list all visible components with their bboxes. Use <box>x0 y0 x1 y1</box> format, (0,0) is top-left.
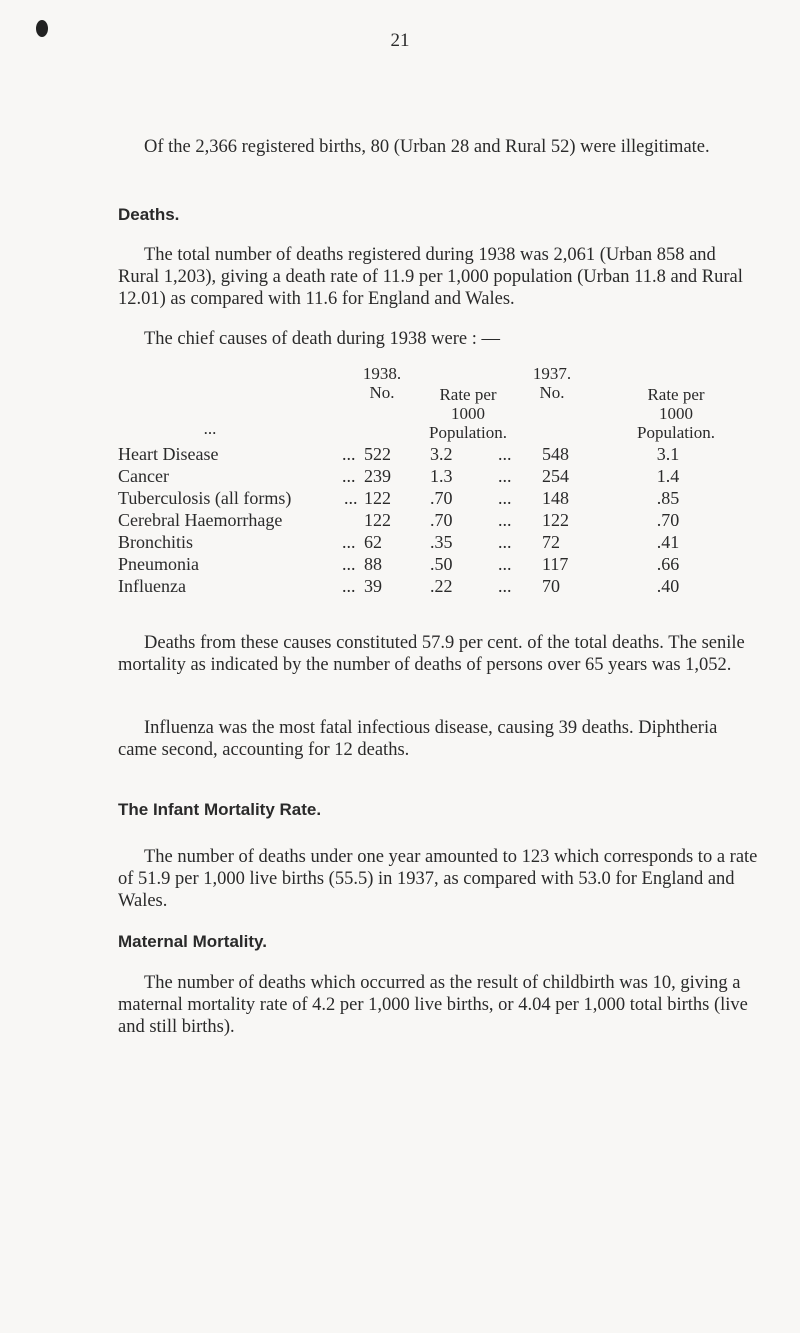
leader-dots: ... <box>498 576 512 596</box>
rate-1938: 3.2 <box>430 444 453 464</box>
rate-1938: .35 <box>430 532 453 552</box>
deaths-1938: 122 <box>364 488 391 508</box>
leader-dots: ... <box>498 554 512 574</box>
leader-dots: ... <box>498 532 512 552</box>
table-row <box>118 576 778 596</box>
leader-dots: ... <box>498 466 512 486</box>
col-rate-1937-line3: Population. <box>637 423 715 442</box>
cause-name: Heart Disease <box>118 444 219 464</box>
leader-dots: ... <box>342 444 356 464</box>
table-row <box>118 466 778 486</box>
rate-1937: 1.4 <box>656 466 680 486</box>
rate-1938: .70 <box>430 510 453 530</box>
leader-dots: ... <box>498 488 512 508</box>
illegitimate-births-paragraph: Of the 2,366 registered births, 80 (Urban 28 and Rural 52) were illegitimate. <box>144 137 710 157</box>
table-row <box>118 444 778 464</box>
rate-1937: .41 <box>656 532 680 552</box>
deaths-1938: 62 <box>364 532 382 552</box>
cause-name: Pneumonia <box>118 554 199 574</box>
rate-1938: .22 <box>430 576 453 596</box>
cause-name: Cancer <box>118 466 169 486</box>
deaths-1937: 122 <box>542 510 569 530</box>
deaths-1938: 39 <box>364 576 382 596</box>
col-rate-1937-line2: 1000 <box>659 404 693 423</box>
col-no-1938: No. <box>369 383 395 402</box>
leader-dots: ... <box>342 554 356 574</box>
col-rate-1938-line2: 1000 <box>451 404 485 423</box>
causes-percentage-paragraph: Deaths from these causes constituted 57.9 per cent. of the total deaths. The senile mortality as indicated by the number of deaths of persons over 65 years was 1,052. <box>118 633 745 675</box>
deaths-1938: 88 <box>364 554 382 574</box>
infant-mortality-paragraph: The number of deaths under one year amounted to 123 which corresponds to a rate of 51.9 per 1,000 live births (55.5) in 1937, as compared with 53.0 for England and Wales. <box>118 847 758 911</box>
rate-1937: .85 <box>656 488 680 508</box>
deaths-1937: 117 <box>542 554 569 574</box>
deaths-heading: Deaths. <box>118 205 180 224</box>
table-row <box>118 554 778 574</box>
rate-1937: .40 <box>656 576 680 596</box>
cause-name: Cerebral Haemorrhage <box>118 510 283 530</box>
leader-dots: ... <box>498 444 512 464</box>
col-year-1937: 1937. <box>532 364 572 383</box>
table-row <box>118 532 778 552</box>
deaths-total-paragraph: The total number of deaths registered during 1938 was 2,061 (Urban 858 and Rural 1,203), giving a death rate of 11.9 per 1,000 population (Urban 11.8 and Rural 12.01) as compared with 11.6 for England and Wales. <box>118 245 743 309</box>
deaths-1937: 148 <box>542 488 569 508</box>
col-rate-1938-line1: Rate per <box>439 385 497 404</box>
maternal-mortality-paragraph: The number of deaths which occurred as the result of childbirth was 10, giving a maternal mortality rate of 4.2 per 1,000 live births, or 4.04 per 1,000 total births (live and still births). <box>118 973 748 1037</box>
rate-1938: 1.3 <box>430 466 453 486</box>
deaths-1937: 254 <box>542 466 569 486</box>
cause-name: Bronchitis <box>118 532 193 552</box>
leader-dots: ... <box>342 532 356 552</box>
table-row <box>118 510 778 530</box>
rate-1938: .50 <box>430 554 453 574</box>
page-number: 21 <box>390 30 410 51</box>
rate-1937: 3.1 <box>656 444 680 464</box>
deaths-1938: 522 <box>364 444 391 464</box>
chief-causes-intro: The chief causes of death during 1938 were : — <box>144 329 500 349</box>
col-no-1937: No. <box>539 383 565 402</box>
cause-name: Tuberculosis (all forms) <box>118 488 292 508</box>
table-row <box>118 488 778 508</box>
col-rate-1937-line1: Rate per <box>647 385 705 404</box>
leader-dots: ... <box>344 488 358 508</box>
table-leader-dots: ... <box>203 419 217 438</box>
leader-dots: ... <box>498 510 512 530</box>
influenza-paragraph: Influenza was the most fatal infectious disease, causing 39 deaths. Diphtheria came second, accounting for 12 deaths. <box>118 718 718 760</box>
leader-dots: ... <box>342 466 356 486</box>
col-rate-1938-line3: Population. <box>429 423 507 442</box>
deaths-1938: 122 <box>364 510 391 530</box>
rate-1938: .70 <box>430 488 453 508</box>
maternal-mortality-heading: Maternal Mortality. <box>118 932 267 951</box>
rate-1937: .66 <box>656 554 680 574</box>
col-year-1938: 1938. <box>362 364 402 383</box>
cause-name: Influenza <box>118 576 186 596</box>
deaths-1937: 70 <box>542 576 560 596</box>
deaths-1937: 548 <box>542 444 569 464</box>
deaths-1937: 72 <box>542 532 560 552</box>
deaths-1938: 239 <box>364 466 391 486</box>
infant-mortality-heading: The Infant Mortality Rate. <box>118 800 322 819</box>
leader-dots: ... <box>342 576 356 596</box>
rate-1937: .70 <box>656 510 680 530</box>
